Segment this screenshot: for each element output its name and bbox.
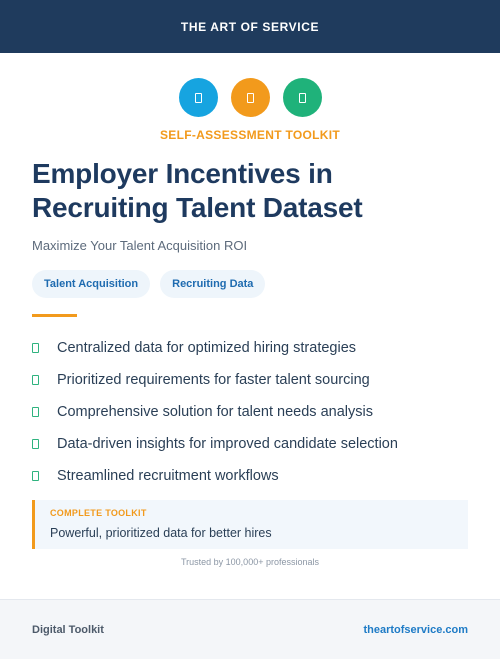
feature-list [32, 332, 472, 492]
footer-label: Digital Toolkit [32, 623, 104, 636]
document-icon [283, 78, 322, 117]
check-icon [32, 375, 39, 385]
footer [0, 599, 500, 659]
brand-name: THE ART OF SERVICE [180, 19, 320, 34]
tag-talent-acquisition: Talent Acquisition [32, 270, 150, 298]
list-item: Streamlined recruitment workflows [32, 460, 472, 492]
callout-text: Powerful, prioritized data for better hires [50, 526, 272, 540]
subtitle: Maximize Your Talent Acquisition ROI [32, 238, 248, 253]
tag-recruiting-data: Recruiting Data [160, 270, 265, 298]
eyebrow-label: SELF-ASSESSMENT TOOLKIT [159, 128, 341, 142]
document-icon [179, 78, 218, 117]
list-item: Comprehensive solution for talent needs analysis [32, 396, 472, 428]
toolkit-callout [32, 500, 468, 549]
list-item: Data-driven insights for improved candidate selection [32, 428, 472, 460]
tag-list [32, 270, 265, 298]
list-item: Prioritized requirements for faster talent sourcing [32, 364, 472, 396]
icon-row [0, 78, 500, 117]
document-icon [231, 78, 270, 117]
header-bar [0, 0, 500, 53]
page-title: Employer Incentives in Recruiting Talent Dataset [32, 158, 363, 223]
callout-label: COMPLETE TOOLKIT [50, 508, 147, 518]
list-item: Centralized data for optimized hiring strategies [32, 332, 472, 364]
website-link[interactable]: theartofservice.com [363, 623, 468, 636]
check-icon [32, 439, 39, 449]
check-icon [32, 343, 39, 353]
check-icon [32, 471, 39, 481]
check-icon [32, 407, 39, 417]
accent-divider [32, 314, 77, 317]
trust-note: Trusted by 100,000+ professionals [180, 557, 319, 567]
